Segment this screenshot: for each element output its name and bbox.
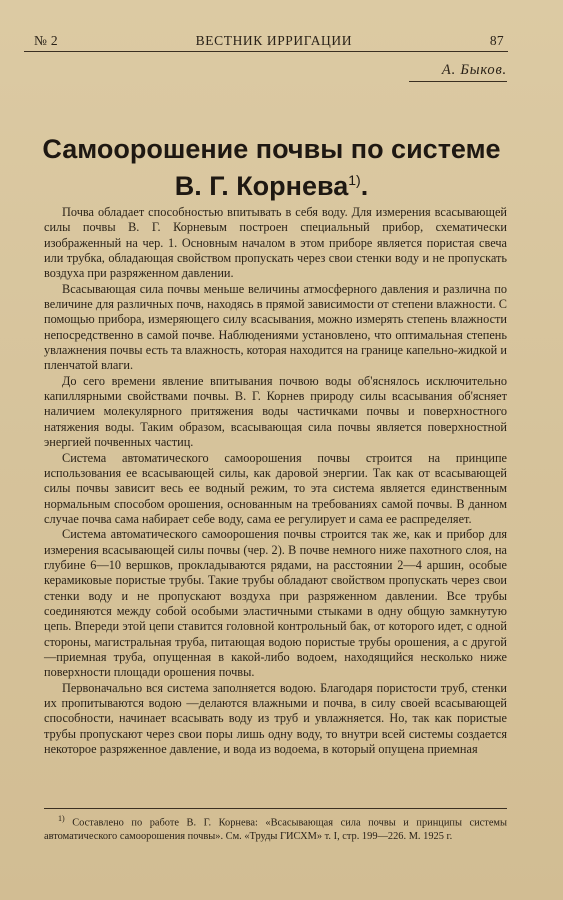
- paragraph: Система автоматического самоорошения почвы строится так же, как и прибор для измерения всасывающей силы почвы (чер. 2). В почве немного ниже пахотного слоя, на глубине 6—10 вершков, прокладываются рядами, на расстоянии 2—4 аршин, особые керамиковые пористые трубы. Такие трубы обладают свойством пропускать через свои стенки воду и не пропускают воздуха при разряженном давлении. Все трубы соединяются между собой особыми эластичными стыками в одну общую замкнутую цепь. Впереди этой цепи ставится головной контрольный бак, от которого идет, с одной стороны, магистральная труба, питающая водою пористые трубы орошения, а с другой—приемная труба, опущенная в какой-либо водоем, находящийся несколько ниже поверхности площади орошения почвы.: [44, 527, 507, 680]
- footnote-divider: [44, 808, 507, 809]
- footnote-text: Составлено по работе В. Г. Корнева: «Всасывающая сила почвы и принципы системы автоматического самоорошения почвы». См. «Труды ГИСХМ» т. I, стр. 199—226. М. 1925 г.: [44, 817, 507, 843]
- title-line-2-text: В. Г. Корнева: [174, 171, 349, 201]
- footnote-mark: 1): [58, 814, 65, 823]
- paragraph: До сего времени явление впитывания почвою воды об'яснялось исключительно капиллярными свойствами почвы. В. Г. Корнев природу силы всасывания об'ясняет наличием молекулярного притяжения воды частичками почвы и поверхностного натяжения воды. Таким образом, всасывающая сила почвы является поверхностной энергией почвенных частиц.: [44, 373, 507, 450]
- article-title: [20, 134, 523, 202]
- article-body: [44, 205, 507, 757]
- page-number: 87: [489, 33, 504, 48]
- paragraph: Первоначально вся система заполняется водою. Благодаря пористости труб, стенки их пропитываются водою —делаются влажными и почва, в силу своей всасывающей способности, начинает всасывать воду из труб и увлажняется. Но, так как пористые трубы пропускают через свои поры лишь одну воду, то внутри всей системы создается некоторое разряженное давление, и вода из водоема, в который опущена приемная: [44, 680, 507, 757]
- title-line-1: Самоорошение почвы по системе: [42, 134, 501, 164]
- paragraph: Система автоматического самоорошения почвы строится на принципе использования ее всасывающей силы, как даровой энергии. Так как от всасывающей силы почвы зависит весь ее водный режим, то эта система является единственным нормальным способом орошения, основанным на требованиях самой почвы. В данном случае почва сама набирает себе воду, сама ее регулирует и сама ее распределяет.: [44, 450, 507, 526]
- issue-number: № 2: [34, 33, 58, 48]
- journal-title: ВЕСТНИК ИРРИГАЦИИ: [195, 33, 353, 48]
- author-name: А. Быков.: [409, 62, 507, 82]
- paragraph: Почва обладает способностью впитывать в себя воду. Для измерения всасывающей силы почвы В. Г. Корневым построен специальный прибор, схематически изображенный на чер. 1. Основным началом в этом приборе является пористая свеча или трубка, обладающая свойством пропускать через свои стенки воду и не пропускать воздуха при разряженном давлении.: [44, 205, 507, 281]
- title-line-2: В. Г. Корнева$^{1)}$.: [174, 171, 369, 201]
- running-header: [24, 31, 508, 52]
- title-footnote-mark: 1): [348, 172, 361, 188]
- paragraph: Всасывающая сила почвы меньше величины атмосферного давления и различна по величине для различных почв, находясь в прямой зависимости от степени влажности. С помощью прибора, измеряющего силу всасывания, можно измерять степень влажности непосредственно в самой почве. Наблюдениями установлено, что оптимальная степень увлажнения почвы есть та влажность, которая находится на границе капельно-жидкой и пленчатой влаги.: [44, 281, 507, 373]
- footnote: [44, 812, 507, 844]
